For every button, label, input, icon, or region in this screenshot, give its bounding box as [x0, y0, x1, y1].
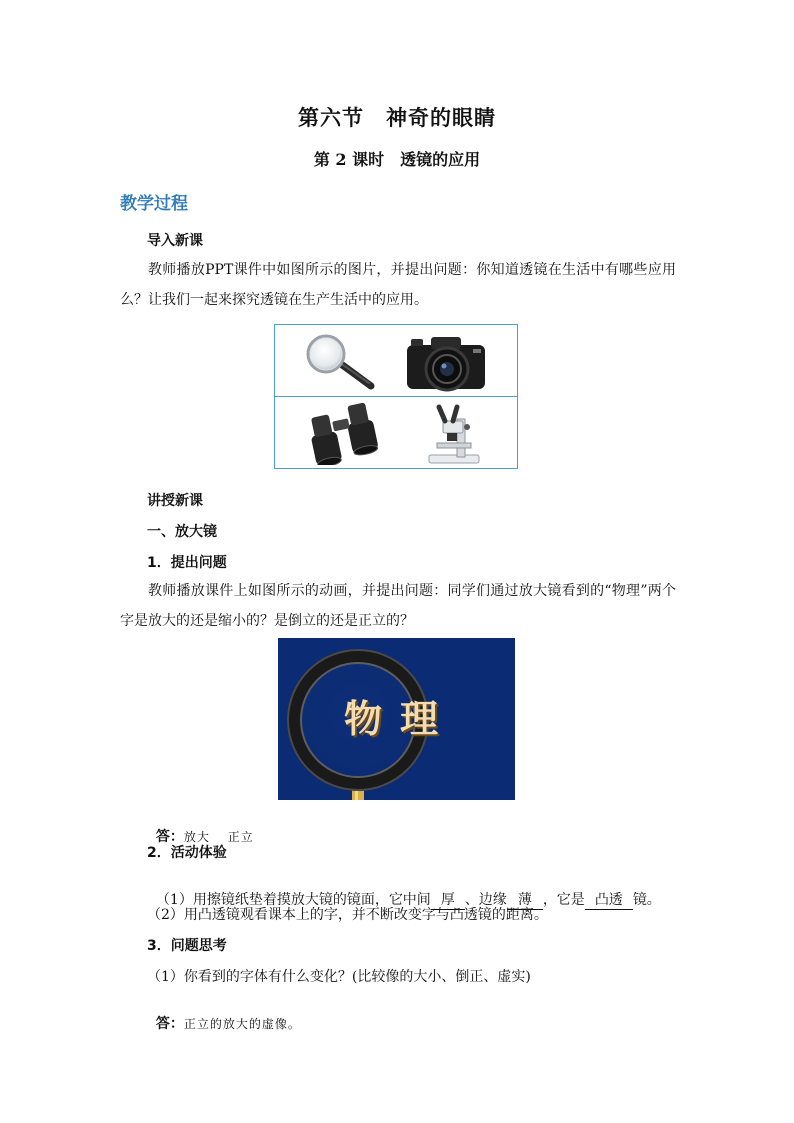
- step2-item2: （2）用凸透镜观看课本上的字，并不断改变字与凸透镜的距离。: [147, 907, 548, 923]
- magnifier-heading: 一、放大镜: [147, 524, 217, 540]
- answer2: [147, 997, 301, 1033]
- answer-blank-thick: 厚: [431, 889, 465, 910]
- step2-item1-text: （1）用擦镜纸垫着摸放大镜的镜面，它中间: [155, 892, 431, 908]
- step2-item1-text: 镜。: [632, 892, 661, 908]
- answer1-text: 放大 正立: [183, 830, 254, 844]
- magnified-text: 物理: [344, 697, 457, 741]
- binoculars-icon: [305, 403, 387, 465]
- camera-icon: [401, 329, 491, 393]
- step2-item1-text: ，它是: [542, 892, 585, 908]
- answer2-label: 答：: [155, 1016, 184, 1032]
- page-subtitle: 第 2 课时 透镜的应用: [313, 150, 481, 169]
- answer1: [147, 810, 254, 846]
- answer-blank-convex: 凸透: [585, 889, 633, 910]
- section-heading: 教学过程: [120, 194, 188, 214]
- step3-item1: （1）你看到的字体有什么变化？(比较像的大小、倒正、虚实): [147, 969, 531, 985]
- step2-heading: 2．活动体验: [147, 845, 227, 861]
- page-title: 第六节 神奇的眼睛: [298, 105, 496, 130]
- lecture-heading: 讲授新课: [147, 493, 203, 509]
- answer2-text: 正立的放大的虚像。: [183, 1017, 301, 1031]
- step2-item1-text: 、边缘: [464, 892, 507, 908]
- answer1-label: 答：: [155, 829, 184, 845]
- step1-heading: 1．提出问题: [147, 555, 227, 571]
- step3-heading: 3．问题思考: [147, 938, 227, 954]
- lens-applications-grid: [274, 324, 518, 469]
- answer-blank-thin: 薄: [507, 889, 543, 910]
- magnifier-animation-image: [278, 638, 515, 800]
- magnifying-glass-icon: [297, 331, 379, 391]
- step1-paragraph: 教师播放课件上如图所示的动画，并提出问题：同学们通过放大镜看到的“物理”两个字是放大的还是缩小的？是倒立的还是正立的？: [120, 583, 676, 629]
- intro-heading: 导入新课: [147, 233, 203, 249]
- microscope-icon: [423, 399, 485, 465]
- intro-paragraph: 教师播放PPT课件中如图所示的图片，并提出问题：你知道透镜在生活中有哪些应用么？让我们一起来探究透镜在生产生活中的应用。: [120, 262, 676, 308]
